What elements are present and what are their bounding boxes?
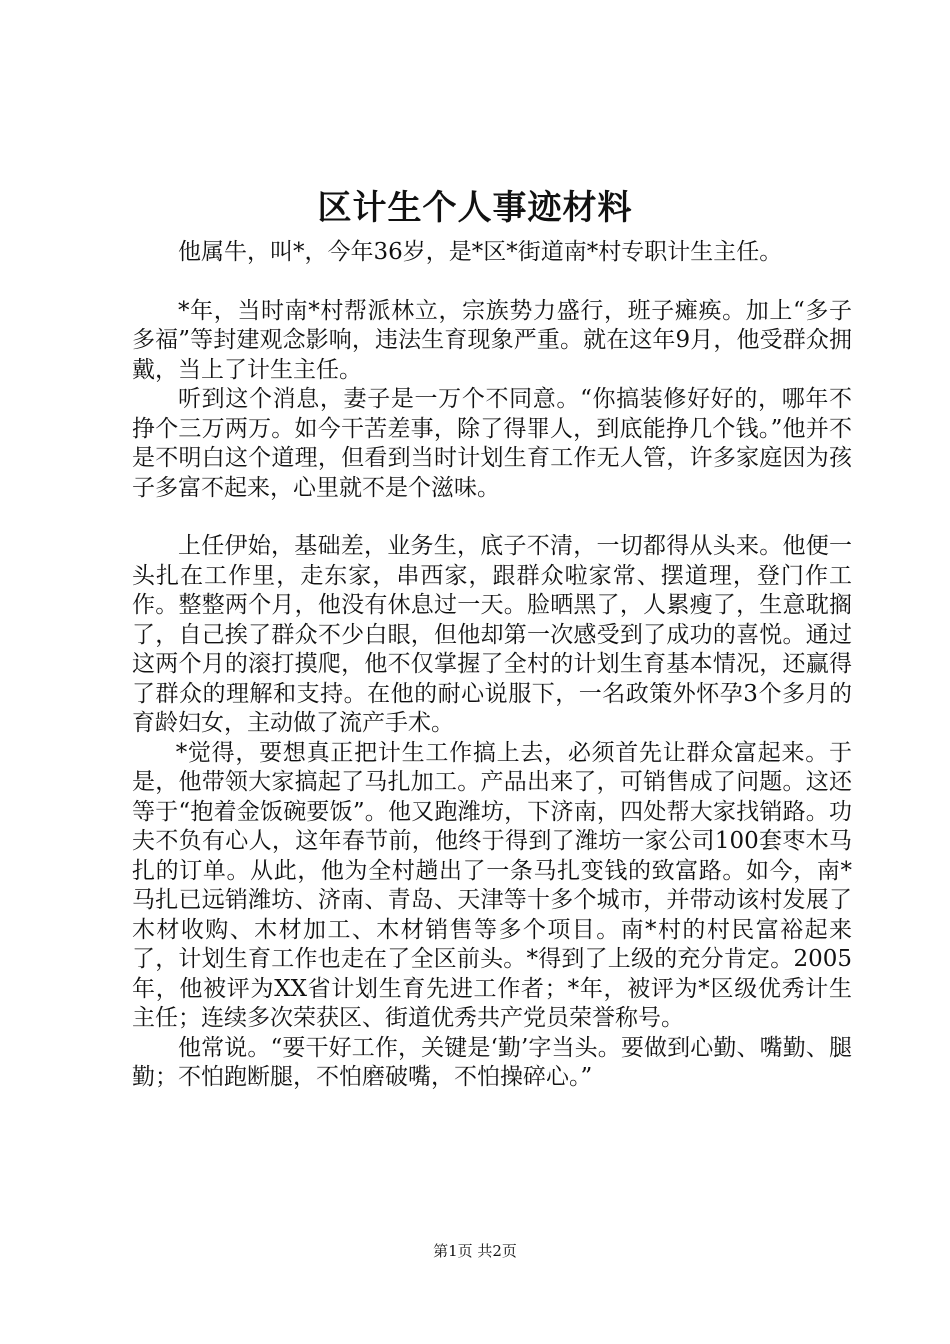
document-body [132, 238, 852, 1093]
paragraph-wife-objection: 听到这个消息，妻子是一万个不同意。“你搞装修好好的，哪年不挣个三万两万。如今干苦差事，除了得罪人，到底能挣几个钱。”他并不是不明白这个道理，但看到当时计划生育工作无人管，许多家庭因为孩子多富不起来，心里就不是个滋味。 [132, 386, 852, 501]
paragraph-background: *年，当时南*村帮派林立，宗族势力盛行，班子瘫痪。加上“多子多福”等封建观念影响，违法生育现象严重。就在这年9月，他受群众拥戴，当上了计生主任。 [132, 297, 852, 383]
paragraph-motto: 他常说。“要干好工作，关键是‘勤’字当头。要做到心勤、嘴勤、腿勤；不怕跑断腿，不怕磨破嘴，不怕操碎心。” [132, 1034, 852, 1090]
paragraph-taking-office: 上任伊始，基础差，业务生，底子不清，一切都得从头来。他便一头扎在工作里，走东家，串西家，跟群众啦家常、摆道理，登门作工作。整整两个月，他没有休息过一天。脸晒黑了，人累瘦了，生意耽搁了，自己挨了群众不少白眼，但他却第一次感受到了成功的喜悦。通过这两个月的滚打摸爬，他不仅掌握了全村的计划生育基本情况，还赢得了群众的理解和支持。在他的耐心说服下，一名政策外怀孕3个多月的育龄妇女，主动做了流产手术。 [132, 533, 852, 736]
document-title: 区计生个人事迹材料 [317, 188, 633, 228]
paragraph-prosperity: *觉得，要想真正把计生工作搞上去，必须首先让群众富起来。于是，他带领大家搞起了马扎加工。产品出来了，可销售成了问题。这还等于“抱着金饭碗要饭”。他又跑潍坊，下济南，四处帮大家找销路。功夫不负有心人，这年春节前，他终于得到了潍坊一家公司100套枣木马扎的订单。从此，他为全村趟出了一条马扎变钱的致富路。如今，南*马扎已远销潍坊、济南、青岛、天津等十多个城市，并带动该村发展了木材收购、木材加工、木材销售等多个项目。南*村的村民富裕起来了，计划生育工作也走在了全区前头。*得到了上级的充分肯定。2005年，他被评为XX省计划生育先进工作者；*年，被评为*区级优秀计生主任；连续多次荣获区、街道优秀共产党员荣誉称号。 [132, 739, 852, 1031]
paragraph-intro: 他属牛，叫*，今年36岁，是*区*街道南*村专职计生主任。 [178, 239, 783, 265]
page-number-footer: 第1页 共2页 [433, 1242, 517, 1260]
